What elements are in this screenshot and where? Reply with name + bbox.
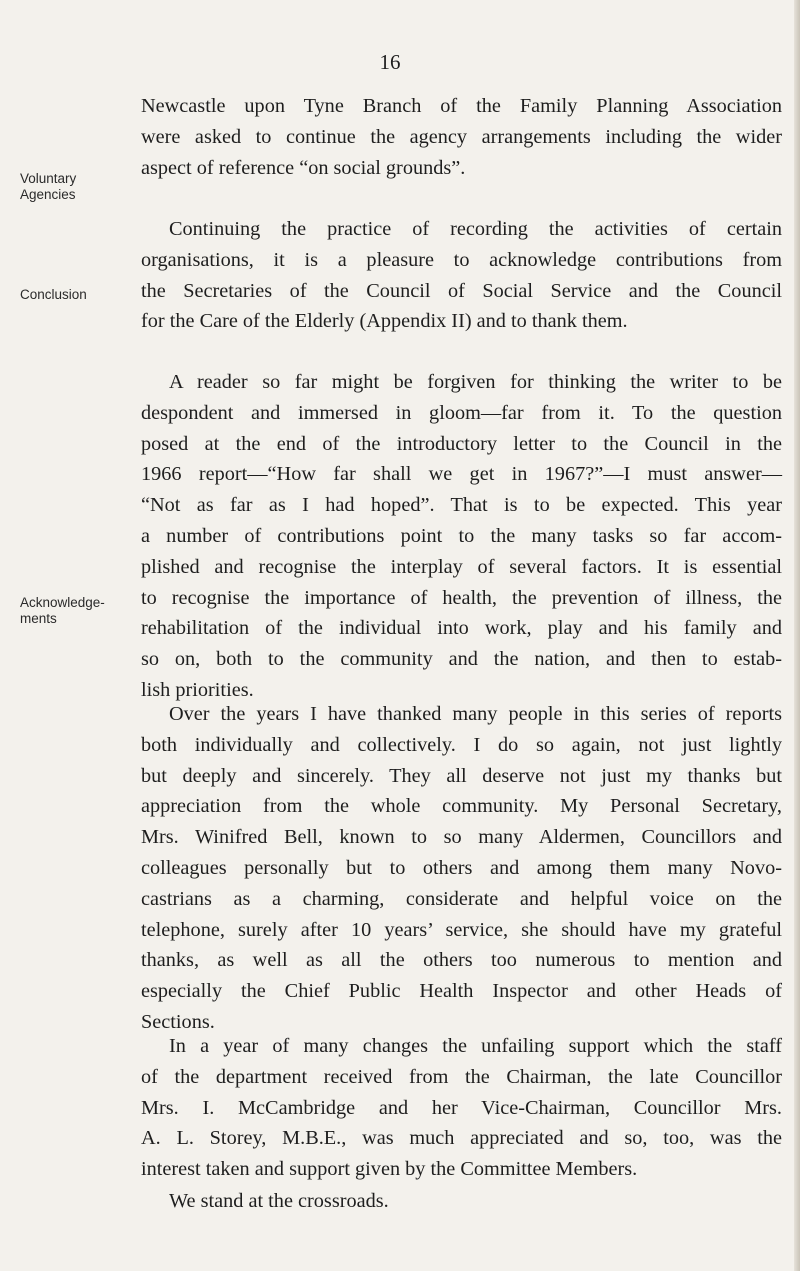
text-line: “Not as far as I had hoped”. That is to be expected. This year — [141, 494, 782, 517]
text-line: lish priorities. — [141, 678, 254, 701]
sidenote-conclusion-text: Conclusion — [20, 287, 87, 302]
text-line: aspect of reference “on social grounds”. — [141, 156, 466, 179]
text-line: despondent and immersed in gloom—far from it. To the question — [141, 401, 782, 424]
text-line: telephone, surely after 10 years’ service, she should have my grateful — [141, 918, 782, 941]
sidenote-voluntary-agencies-text: Voluntary Agencies — [20, 171, 77, 202]
text-line: so on, both to the community and the nation, and then to estab- — [141, 648, 782, 671]
page-number: 16 — [379, 50, 401, 74]
text-line: Mrs. Winifred Bell, known to so many Aldermen, Councillors and — [141, 826, 782, 849]
text-line: In a year of many changes the unfailing support which the staff — [169, 1035, 782, 1057]
paragraph-committee-thanks — [141, 1031, 782, 1185]
text-line: castrians as a charming, considerate and helpful voice on the — [141, 887, 782, 910]
text-line: thanks, as well as all the others too numerous to mention and — [141, 949, 782, 972]
text-line: a number of contributions point to the many tasks so far accom- — [141, 524, 782, 547]
text-line: Newcastle upon Tyne Branch of the Family Planning Association — [141, 95, 782, 117]
text-line: 1966 report—“How far shall we get in 1967?”—I must answer— — [141, 463, 782, 486]
text-line: to recognise the importance of health, the prevention of illness, the — [141, 586, 782, 609]
text-line: Over the years I have thanked many people in this series of reports — [169, 703, 782, 725]
text-line: especially the Chief Public Health Inspector and other Heads of — [141, 980, 782, 1003]
text-line: for the Care of the Elderly (Appendix II) and to thank them. — [141, 310, 628, 333]
text-line: A reader so far might be forgiven for thinking the writer to be — [169, 371, 782, 393]
paragraph-acknowledgements — [141, 699, 782, 1038]
text-line: interest taken and support given by the Committee Members. — [141, 1158, 638, 1181]
text-line: Sections. — [141, 1010, 215, 1033]
text-line: but deeply and sincerely. They all deserve not just my thanks but — [141, 764, 782, 787]
text-line: appreciation from the whole community. My Personal Secretary, — [141, 795, 782, 818]
text-line: colleagues personally but to others and among them many Novo- — [141, 856, 782, 879]
text-line: were asked to continue the agency arrangements including the wider — [141, 125, 782, 148]
paragraph-conclusion — [141, 367, 782, 706]
sidenote-voluntary-agencies — [20, 171, 110, 203]
text-line: Continuing the practice of recording the activities of certain — [169, 218, 782, 240]
text-line: A. L. Storey, M.B.E., was much appreciated and so, too, was the — [141, 1127, 782, 1150]
sidenote-acknowledgements-text: Acknowledge- ments — [20, 595, 105, 626]
text-line: Mrs. I. McCambridge and her Vice-Chairman, Councillor Mrs. — [141, 1096, 782, 1119]
text-line: both individually and collectively. I do so again, not just lightly — [141, 733, 782, 756]
paragraph-family-planning — [141, 91, 782, 183]
text-line: rehabilitation of the individual into work, play and his family and — [141, 617, 782, 640]
text-line: of the department received from the Chairman, the late Councillor — [141, 1065, 782, 1088]
sidenote-conclusion — [20, 287, 110, 303]
paragraph-voluntary-agencies — [141, 214, 782, 337]
text-line: the Secretaries of the Council of Social Service and the Council — [141, 279, 782, 302]
paragraph-closing — [141, 1186, 782, 1217]
page-edge — [794, 0, 800, 1271]
text-line: plished and recognise the interplay of several factors. It is essential — [141, 555, 782, 578]
text-line: posed at the end of the introductory letter to the Council in the — [141, 432, 782, 455]
sidenote-acknowledgements — [20, 595, 110, 627]
text-line: We stand at the crossroads. — [169, 1190, 389, 1212]
text-line: organisations, it is a pleasure to acknowledge contributions from — [141, 248, 782, 271]
